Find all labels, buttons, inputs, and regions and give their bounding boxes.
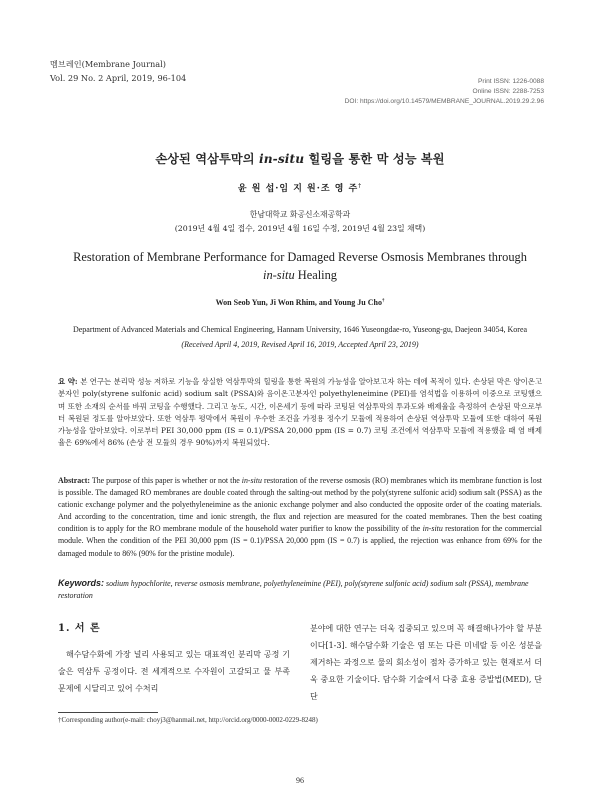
online-issn: Online ISSN: 2288-7253 (472, 88, 544, 95)
journal-header (50, 57, 186, 85)
english-title-line1: Restoration of Membrane Performance for Damaged Reverse Osmosis Membranes through (73, 250, 527, 264)
korean-abstract (58, 376, 542, 450)
english-abstract (58, 475, 542, 560)
english-title-post: Healing (294, 268, 337, 282)
english-abstract-part1: The purpose of this paper is whether or not the (90, 476, 242, 485)
korean-author-names: 윤 원 섭·임 지 원·조 영 주 (237, 184, 359, 194)
footnote-divider (58, 712, 158, 713)
keywords-block (58, 577, 542, 602)
keywords-text: sodium hypochlorite, reverse osmosis membrane, polyethyleneimine (PEI), poly(styrene sulfonic acid) sodium salt (PSSA), membrane restoration (58, 579, 529, 601)
korean-dates: (2019년 4월 4일 접수, 2019년 4월 16일 수정, 2019년 4월 23일 채택) (174, 224, 426, 233)
body-paragraph-right: 분야에 대한 연구는 더욱 집중되고 있으며 꼭 해결해나가야 할 부분이다[1-3]. 해수담수화 기술은 염 또는 다른 미네랄 등 이온 성분을 제거하는 과정으로 물의 회소성이 점차 증가하고 있는 현재로서 더욱 중요한 기술이다. 담수화 기술에서 다중 효용 증발법(MED), 단단 (310, 624, 542, 701)
english-corresponding-mark: † (381, 298, 385, 304)
doi-link[interactable]: DOI: https://doi.org/10.14579/MEMBRANE_JOURNAL.2019.29.2.96 (344, 98, 544, 105)
korean-abstract-text: 본 연구는 분리막 성능 저하로 기능을 상실한 역삼투막의 힐링을 통한 복원의 가능성을 알아보고자 하는 데에 목적이 있다. 손상된 막은 양이온고분자인 poly(styrene sulfonic acid) sodium salt (PSSA)와 음이온고분자인 polyethyleneimine (PEI)를 염석법을 이용하여 이중으로 코팅했으며 또한 소재의 순서를 바꿔 코팅을 수행했다. 그리고 농도, 시간, 이온세기 등에 따라 코팅된 역삼투막의 투과도와 배제율을 측정하여 손상된 막으로부터 복원된 정도를 알아보았다. 또한 역삼투 평막에서 복원이 우수한 조건을 가정용 정수기 모듈에 적용하여 손상된 역삼투막 모듈에 또한 대하여 복원 가능성을 알아보았다. 이로부터 PEI 30,000 ppm (IS = 0.1)/PSSA 20,000 ppm (IS = 0.7) 코팅 조건에서 역삼투막 모듈에 적용했을 때 염 배제율은 69%에서 86% (손상 전 모듈의 경우 90%)까지 복원되었다. (58, 377, 543, 448)
english-title-italic: in-situ (263, 268, 295, 282)
english-abstract-italic2: in-situ (422, 524, 443, 534)
korean-affiliation-block (0, 208, 600, 236)
english-title (40, 248, 560, 284)
korean-corresponding-mark: † (358, 183, 363, 189)
english-author-names: Won Seob Yun, Ji Won Rhim, and Young Ju Cho (215, 298, 382, 307)
keywords-label: Keywords: (58, 578, 105, 588)
korean-affiliation: 한남대학교 화공신소재공학과 (249, 210, 351, 219)
page-number: 96 (296, 776, 304, 785)
english-abstract-italic1: in-situ (241, 476, 262, 485)
english-abstract-part3: restoration for the commercial module. When the condition of the PEI 30,000 ppm (IS = 0.1)/PSSA 20,000 ppm (IS = 0.7) is applied, the rejection was enhance from 69% for the damaged module to 86% (90% for the pristine module). (58, 524, 542, 558)
section-heading: 1. 서 론 (58, 623, 101, 634)
korean-authors (0, 181, 600, 194)
body-column-left (58, 620, 290, 697)
body-column-right (310, 620, 542, 705)
english-authors (0, 298, 600, 307)
body-paragraph-left: 해수담수화에 가장 널리 사용되고 있는 대표적인 분리막 공정 기술은 역삼투 공정이다. 전 세계적으로 수자원이 고갈되고 물 부족 문제에 시달리고 있어 수처리 (58, 650, 290, 693)
english-dates: (Received April 4, 2019, Revised April 16, 2019, Accepted April 23, 2019) (181, 339, 419, 349)
corresponding-footnote: †Corresponding author(e-mail: choyj3@hanmail.net, http://orcid.org/0000-0002-0229-8248) (58, 716, 318, 724)
korean-title (0, 150, 600, 167)
journal-issue: Vol. 29 No. 2 April, 2019, 96-104 (50, 73, 187, 83)
korean-abstract-label: 요 약: (58, 377, 81, 386)
korean-title-post: 힐링을 통한 막 성능 복원 (304, 152, 445, 166)
english-abstract-label: Abstract: (58, 476, 90, 485)
korean-title-pre: 손상된 역삼투막의 (155, 152, 259, 166)
korean-title-italic: in-situ (258, 152, 305, 166)
english-abstract-part2: restoration of the reverse osmosis (RO) membranes which its membrane function is lost is possible. The damaged RO membranes are double coated through the salting-out method by the poly(styrene sulfonic acid) sodium salt (PSSA) as the cationic exchange polymer and the polyethyleneimine as the anionic exchange polymer and also conducted the opposite order of the coating materials. And according to the concentration, time and ionic strength, the flux and rejection are measured for the coated membranes. Then the best coating condition is to apply for the RO membrane module of the household water purifier to know the possibility of the (58, 476, 542, 534)
print-issn: Print ISSN: 1226-0088 (478, 78, 544, 85)
issn-block (345, 77, 544, 107)
journal-name: 멤브레인(Membrane Journal) (50, 59, 166, 69)
english-affiliation: Department of Advanced Materials and Chemical Engineering, Hannam University, 1646 Yuseongdae-ro, Yuseong-gu, Daejeon 34054, Korea (72, 325, 528, 334)
english-affiliation-block (58, 323, 542, 352)
